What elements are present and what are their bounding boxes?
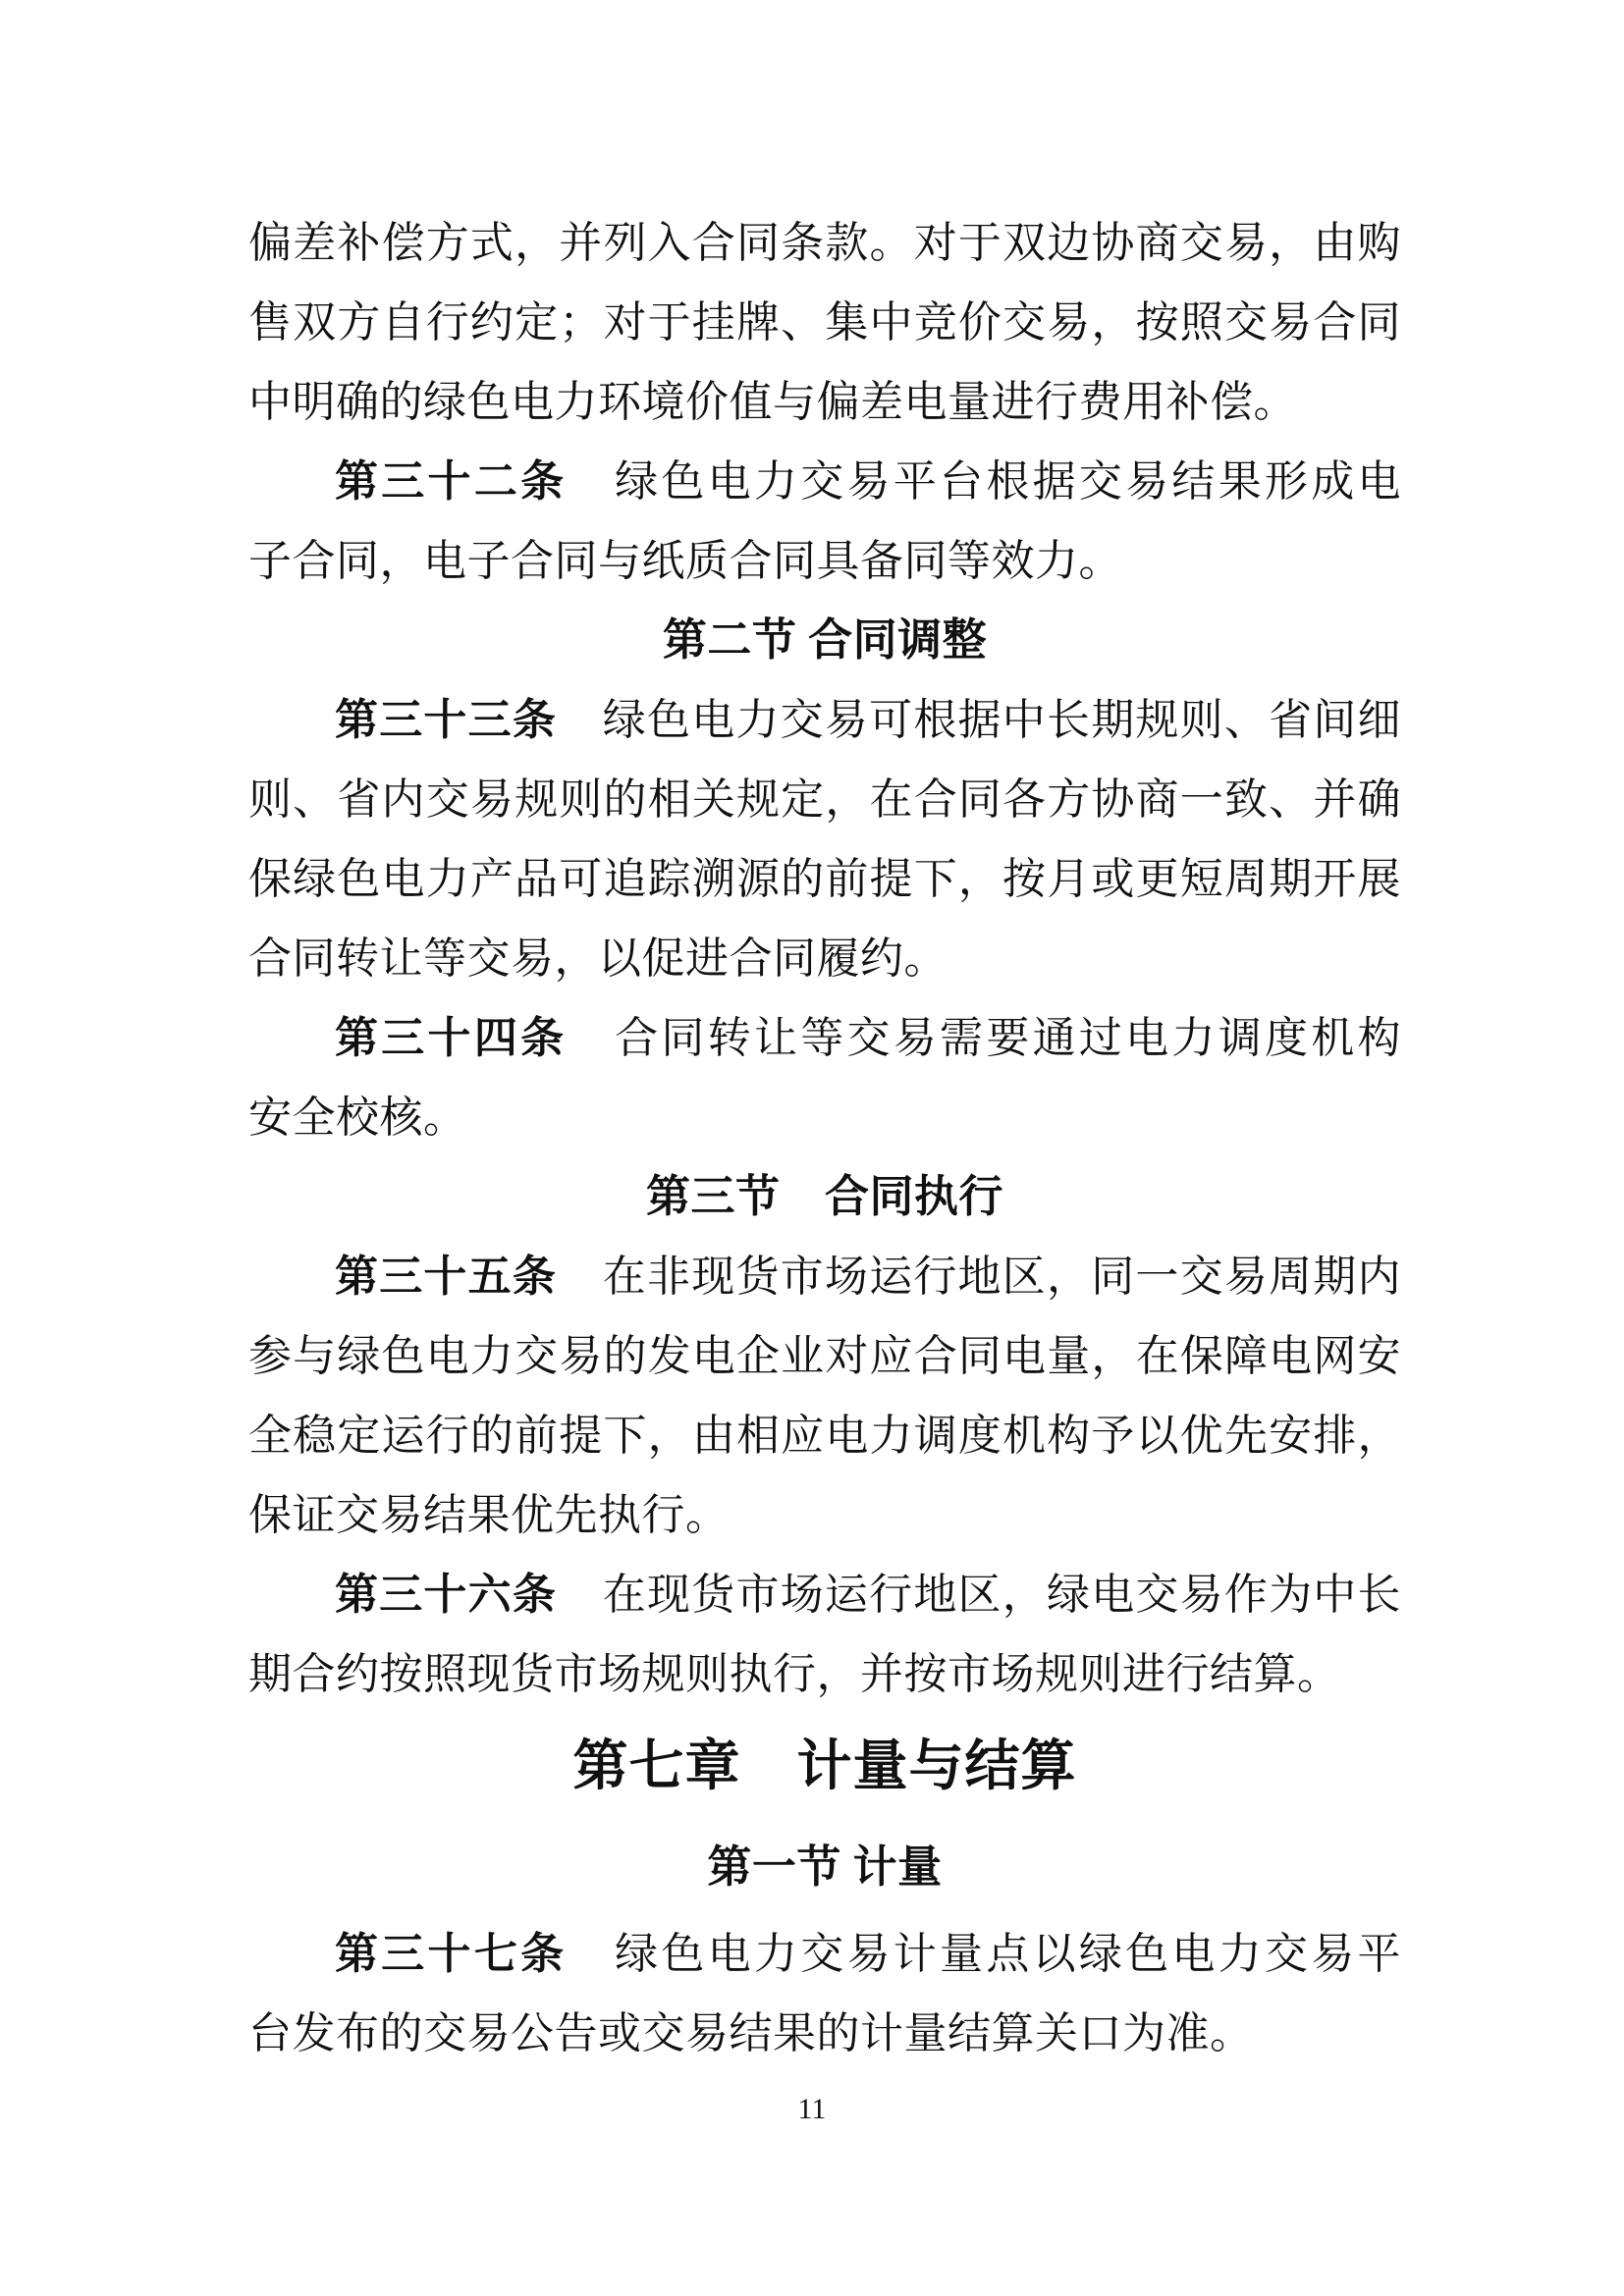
label-gap	[567, 1967, 612, 1968]
text-line: 中明确的绿色电力环境价值与偏差电量进行费用补偿。	[248, 378, 1297, 426]
article-line	[248, 1555, 1401, 1634]
article-line	[248, 998, 1401, 1078]
article-number-label: 第三十二条	[335, 457, 568, 506]
text-line: 期合约按照现货市场规则执行，并按市场规则进行结算。	[248, 1650, 1341, 1698]
article-line	[248, 680, 1401, 760]
article-text: 绿色电力交易计量点以绿色电力交易平	[612, 1930, 1402, 1978]
chapter-heading: 第七章 计量与结算	[572, 1736, 1077, 1797]
text-line: 安全校核。	[248, 1094, 467, 1142]
article-text: 合同转让等交易需要通过电力调度机构	[612, 1014, 1402, 1062]
section-heading: 第一节 计量	[707, 1842, 943, 1892]
section-heading: 第二节 合同调整	[662, 615, 988, 665]
article-line	[248, 1237, 1401, 1316]
label-gap	[557, 1290, 602, 1291]
text-line: 售双方自行约定；对于挂牌、集中竞价交易，按照交易合同	[248, 298, 1401, 347]
text-line: 全稳定运行的前提下，由相应电力调度机构予以优先安排，	[248, 1412, 1401, 1460]
article-number-label: 第三十五条	[335, 1253, 558, 1301]
text-line: 台发布的交易公告或交易结果的计量结算关口为准。	[248, 2009, 1254, 2057]
label-gap	[567, 495, 612, 496]
text-line: 保绿色电力产品可追踪溯源的前提下，按月或更短周期开展	[248, 855, 1401, 903]
article-number-label: 第三十七条	[335, 1930, 568, 1978]
document-body	[248, 203, 1401, 2073]
label-gap	[567, 1051, 612, 1052]
text-line: 参与绿色电力交易的发电企业对应合同电量，在保障电网安	[248, 1332, 1401, 1380]
article-text: 绿色电力交易可根据中长期规则、省间细	[602, 696, 1402, 744]
text-line: 偏差补偿方式，并列入合同条款。对于双边协商交易，由购	[248, 219, 1401, 267]
section-heading: 第三节 合同执行	[645, 1172, 1003, 1221]
article-text: 在现货市场运行地区，绿电交易作为中长	[602, 1571, 1402, 1619]
article-number-label: 第三十三条	[335, 696, 558, 744]
text-line: 合同转让等交易，以促进合同履约。	[248, 934, 947, 983]
article-line	[248, 1914, 1401, 1994]
text-line: 子合同，电子合同与纸质合同具备同等效力。	[248, 537, 1122, 585]
article-number-label: 第三十六条	[335, 1571, 558, 1619]
label-gap	[557, 733, 602, 734]
page-number: 11	[797, 2093, 827, 2125]
text-line: 则、省内交易规则的相关规定，在合同各方协商一致、并确	[248, 775, 1401, 824]
article-line	[248, 442, 1401, 521]
label-gap	[557, 1608, 602, 1609]
text-line: 保证交易结果优先执行。	[248, 1491, 730, 1539]
article-text: 在非现货市场运行地区，同一交易周期内	[602, 1253, 1402, 1301]
article-number-label: 第三十四条	[335, 1014, 568, 1062]
article-text: 绿色电力交易平台根据交易结果形成电	[612, 457, 1402, 506]
